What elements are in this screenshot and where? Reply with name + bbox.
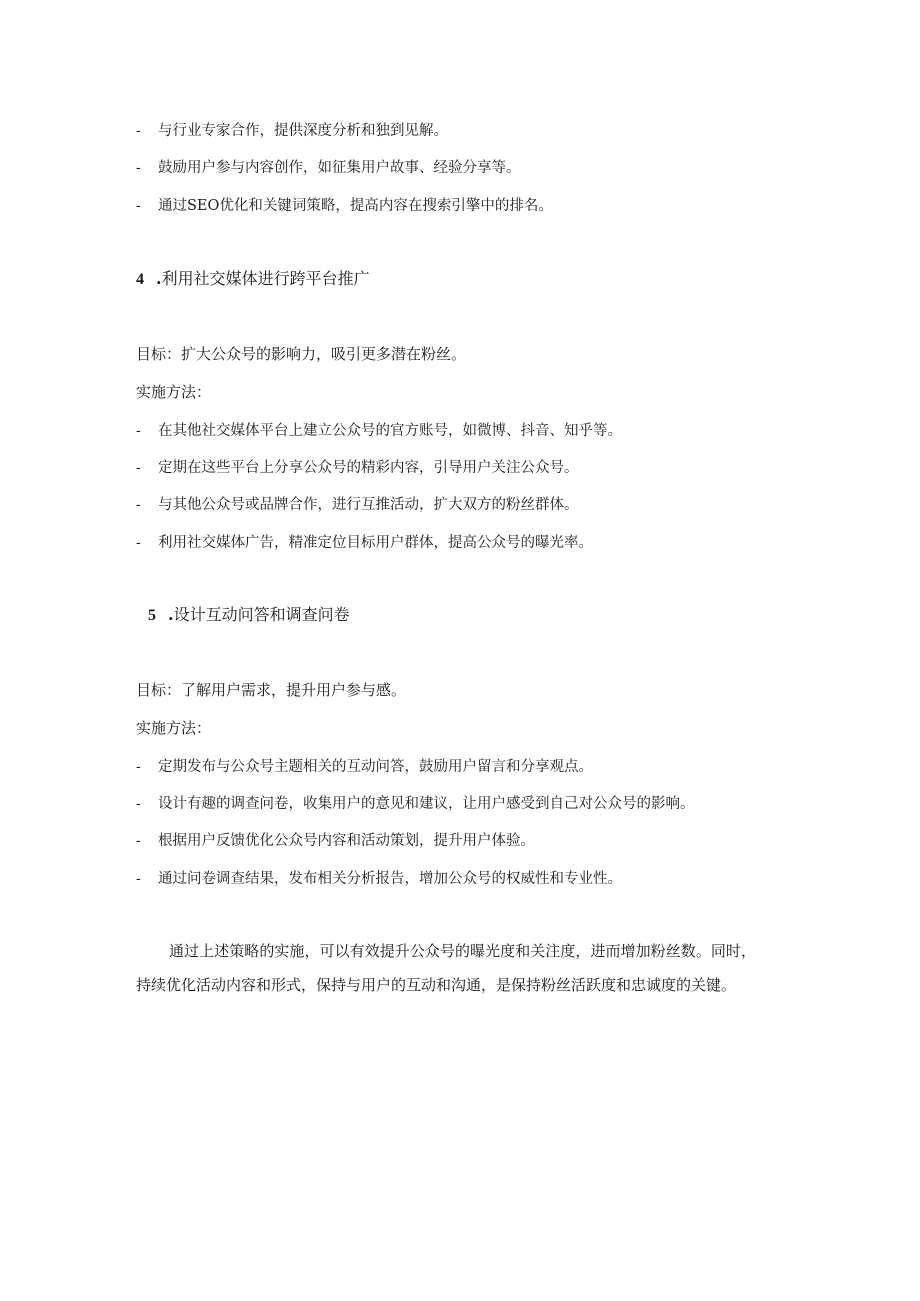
bullet-text: 通过问卷调查结果，发布相关分析报告，增加公众号的权威性和专业性。: [158, 871, 622, 887]
bullet-dash: -: [136, 759, 141, 775]
bullet-text: 通过SEO优化和关键词策略，提高内容在搜索引擎中的排名。: [158, 198, 553, 214]
bullet-dash: -: [136, 198, 141, 214]
bullet-dash: -: [136, 833, 141, 849]
bullet-text: 在其他社交媒体平台上建立公众号的官方账号，如微博、抖音、知乎等。: [158, 423, 622, 439]
goal-text: 目标：扩大公众号的影响力，吸引更多潜在粉丝。: [136, 345, 467, 363]
bullet-text: 与行业专家合作，提供深度分析和独到见解。: [158, 123, 448, 139]
bullet-text: 定期在这些平台上分享公众号的精彩内容，引导用户关注公众号。: [158, 460, 579, 476]
section-number: 5: [148, 607, 156, 624]
method-label: 实施方法：: [136, 719, 212, 737]
bullet-dash: -: [136, 796, 141, 812]
bullet-dash: -: [136, 871, 141, 887]
bullet-dash: -: [136, 535, 141, 551]
section-heading-4: [136, 268, 370, 291]
section-dot: .: [168, 605, 174, 624]
bullet-dash: -: [136, 423, 141, 439]
bullet-dash: -: [136, 123, 141, 139]
conclusion-paragraph: 通过上述策略的实施，可以有效提升公众号的曝光度和关注度，进而增加粉丝数。同时，持续优化活动内容和形式，保持与用户的互动和沟通，是保持粉丝活跃度和忠诚度的关键。: [136, 942, 756, 994]
section-title: 利用社交媒体进行跨平台推广: [161, 269, 370, 288]
section-number: 4: [136, 271, 144, 288]
bullet-text: 定期发布与公众号主题相关的互动问答，鼓励用户留言和分享观点。: [158, 759, 593, 775]
section-heading-5: [148, 604, 350, 627]
bullet-text: 设计有趣的调查问卷，收集用户的意见和建议，让用户感受到自己对公众号的影响。: [158, 796, 695, 812]
bullet-text: 与其他公众号或品牌合作，进行互推活动，扩大双方的粉丝群体。: [158, 497, 579, 513]
section-dot: .: [156, 269, 162, 288]
section-title: 设计互动问答和调查问卷: [173, 605, 350, 624]
method-label: 实施方法：: [136, 383, 212, 401]
goal-text: 目标：了解用户需求，提升用户参与感。: [136, 681, 407, 699]
bullet-dash: -: [136, 497, 141, 513]
bullet-text: 鼓励用户参与内容创作，如征集用户故事、经验分享等。: [158, 160, 521, 176]
bullet-text: 根据用户反馈优化公众号内容和活动策划，提升用户体验。: [158, 833, 535, 849]
bullet-text: 利用社交媒体广告，精准定位目标用户群体，提高公众号的曝光率。: [158, 535, 593, 551]
bullet-dash: -: [136, 160, 141, 176]
bullet-dash: -: [136, 460, 141, 476]
